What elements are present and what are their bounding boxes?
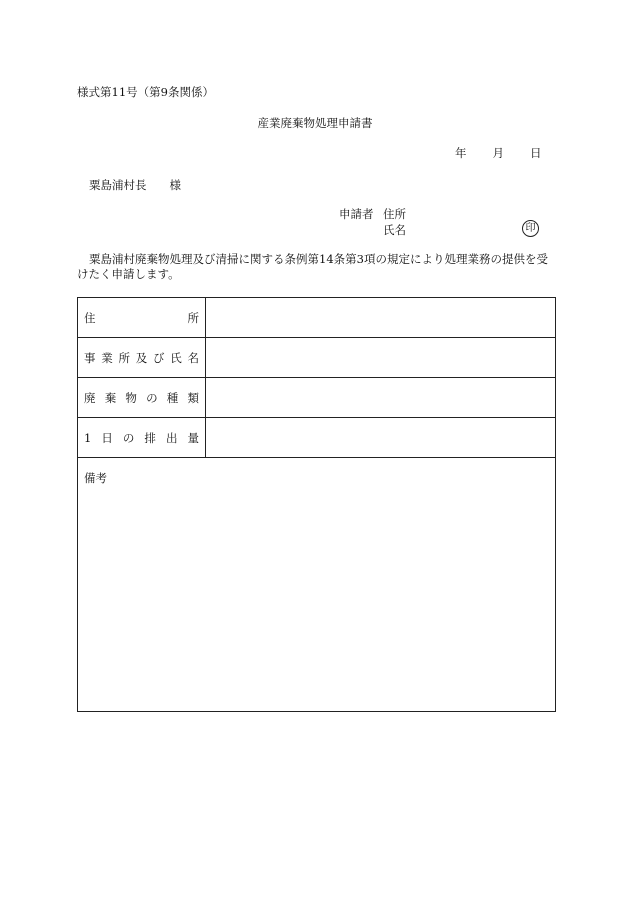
label-char: 氏 xyxy=(170,350,182,365)
table-row-address xyxy=(78,298,555,338)
label-char: 出 xyxy=(165,430,178,445)
form-number: 様式第11号（第9条関係） xyxy=(77,85,214,99)
document-title: 産業廃棄物処理申請書 xyxy=(257,116,373,130)
date-line xyxy=(455,145,542,161)
label-char: 類 xyxy=(187,390,199,405)
label-char: 名 xyxy=(187,350,199,365)
applicant-name-label: 氏名 xyxy=(383,223,406,237)
row-label xyxy=(78,418,206,457)
label-char: 物 xyxy=(125,390,137,405)
label-char: 住 xyxy=(84,310,96,325)
label-char: の xyxy=(146,390,158,405)
application-table xyxy=(77,297,556,712)
application-statement: 粟島浦村廃棄物処理及び清掃に関する条例第14条第3項の規定により処理業務の提供を受けたく申請します。 xyxy=(77,252,548,281)
seal-mark: 印 xyxy=(522,220,539,237)
applicant-address-label: 住所 xyxy=(383,207,406,221)
row-label xyxy=(78,378,206,417)
month-label: 月 xyxy=(492,146,504,160)
label-char: 種 xyxy=(166,390,179,405)
label-char: 日 xyxy=(101,430,113,445)
address-value-field[interactable] xyxy=(206,298,555,337)
year-label: 年 xyxy=(455,146,467,160)
label-char: 1 xyxy=(84,430,92,445)
label-char: 所 xyxy=(118,350,130,365)
table-row-office-name xyxy=(78,338,555,378)
office-name-value-field[interactable] xyxy=(206,338,555,377)
label-char: 所 xyxy=(187,310,199,325)
label-char: 棄 xyxy=(104,390,117,405)
day-label: 日 xyxy=(530,146,542,160)
waste-type-value-field[interactable] xyxy=(206,378,555,417)
label-char: 及 xyxy=(135,350,148,365)
addressee: 粟島浦村長 様 xyxy=(89,178,181,192)
row-label xyxy=(78,298,206,337)
applicant-label: 申請者 xyxy=(339,207,374,221)
label-char: 量 xyxy=(187,430,199,445)
table-row-daily-amount xyxy=(78,418,555,458)
table-row-waste-type xyxy=(78,378,555,418)
daily-amount-value-field[interactable] xyxy=(206,418,555,457)
row-label xyxy=(78,338,206,377)
label-char: 事 xyxy=(84,350,96,365)
label-char: の xyxy=(122,430,135,445)
remarks-label: 備考 xyxy=(84,471,107,485)
label-char: び xyxy=(153,350,165,365)
label-char: 廃 xyxy=(84,390,96,405)
label-char: 排 xyxy=(144,430,156,445)
label-char: 業 xyxy=(101,350,113,365)
remarks-field[interactable] xyxy=(78,459,555,711)
